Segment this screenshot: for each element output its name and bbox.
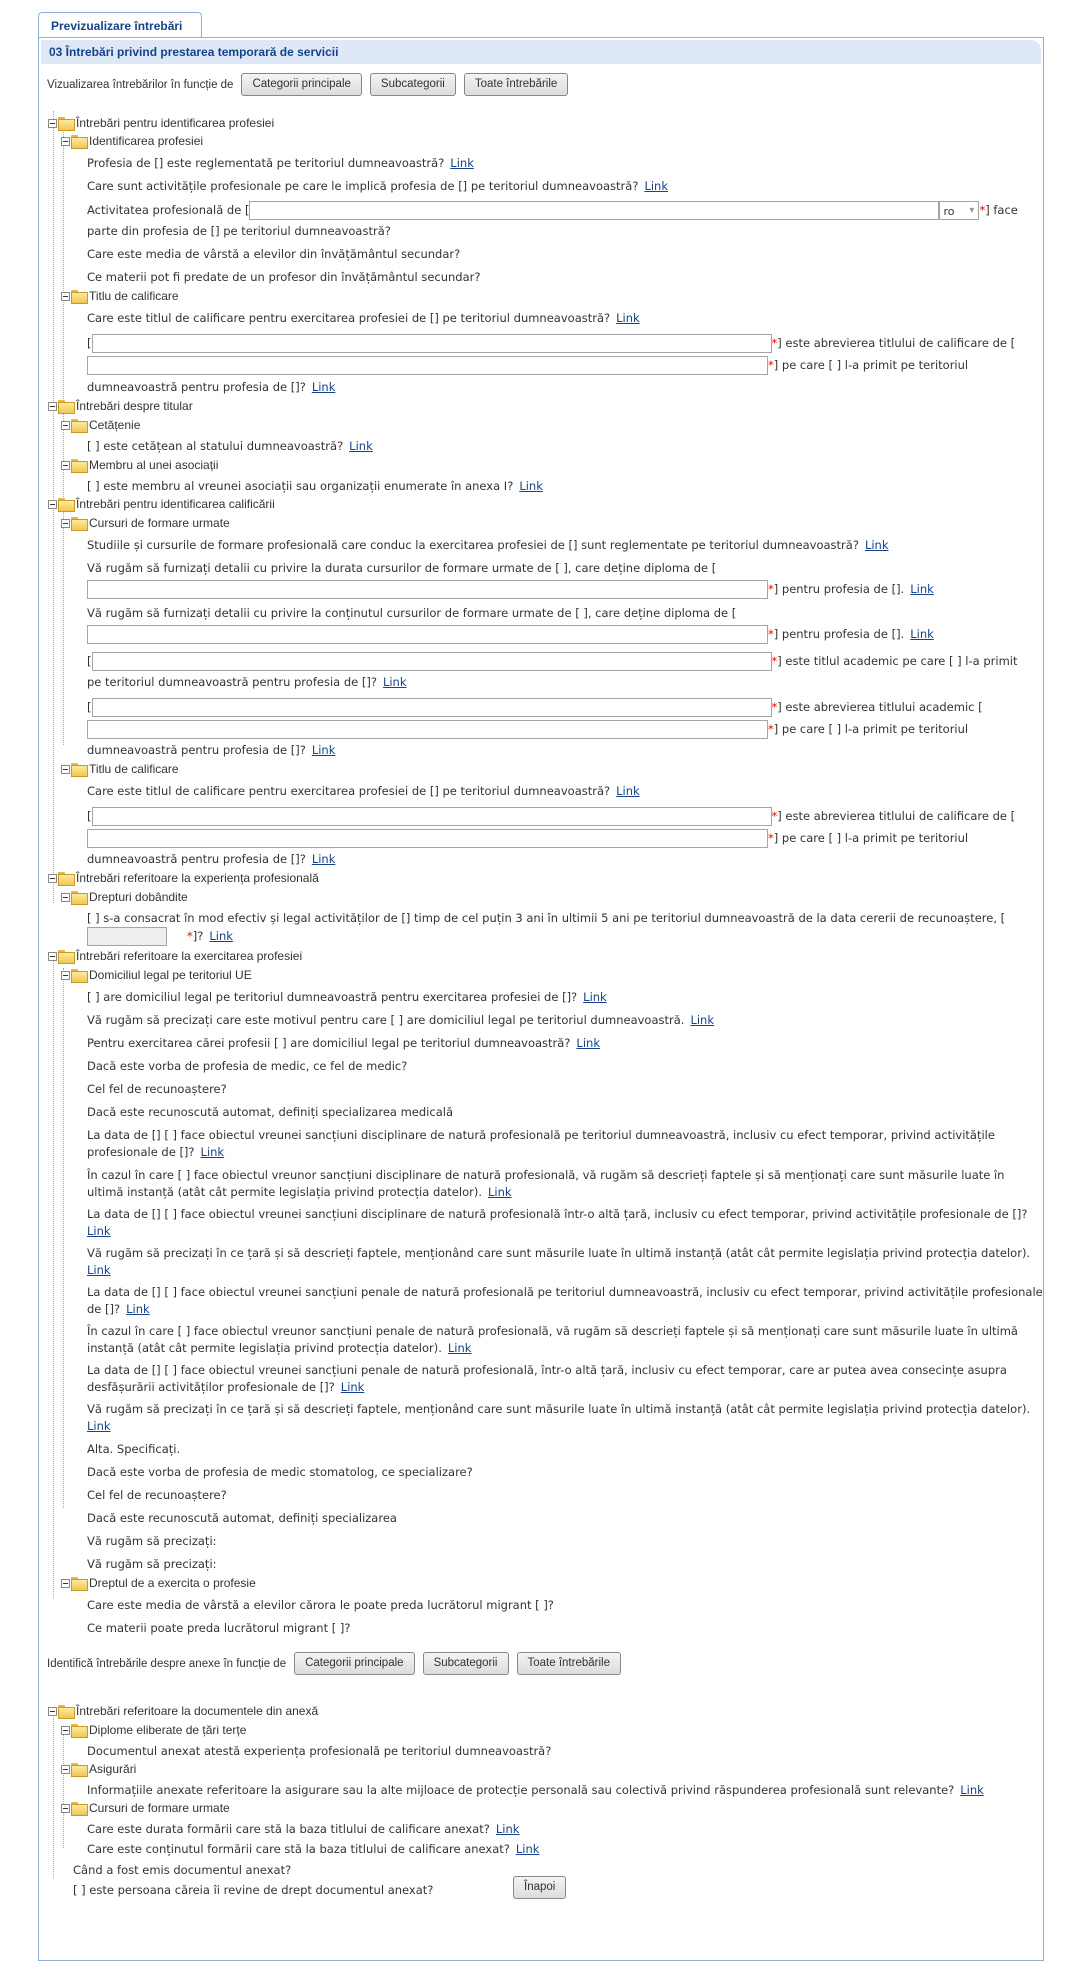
- view-filter-label: Vizualizarea întrebărilor în funcție de: [47, 78, 234, 91]
- annex-question-item: Documentul anexat atestă experiența profesională pe teritoriul dumneavoastră?: [87, 1744, 552, 1758]
- annex-question-item: Când a fost emis documentul anexat?: [73, 1863, 292, 1877]
- collapse-icon[interactable]: [48, 1707, 57, 1716]
- tree-category[interactable]: Întrebări referitoare la exercitarea profesiei: [48, 949, 302, 963]
- question-item: La data de [] [ ] face obiectul vreunei sancțiuni disciplinare de natură profesională într-o altă țară, inclusiv cu efect temporar, privind activitățile profesionale de []?: [87, 1207, 1028, 1221]
- tree-line: [63, 968, 64, 1508]
- collapse-icon[interactable]: [61, 1579, 70, 1588]
- collapse-icon[interactable]: [61, 461, 70, 470]
- academic-title-input[interactable]: [92, 652, 772, 671]
- required-marker: *: [768, 722, 774, 736]
- folder-icon: [58, 117, 74, 129]
- question-link[interactable]: Link: [87, 1224, 111, 1238]
- academic-title-input[interactable]: [87, 720, 768, 739]
- question-item-continuation: [87, 1418, 111, 1434]
- abbreviation-input[interactable]: [92, 334, 772, 353]
- question-item-continuation: *] pe care [ ] l-a primit pe teritoriul: [87, 829, 968, 848]
- annex-subcategories-button[interactable]: Subcategorii: [423, 1652, 509, 1675]
- tree-subcategory[interactable]: Asigurări: [61, 1762, 136, 1776]
- question-link[interactable]: Link: [616, 784, 640, 798]
- folder-icon: [58, 400, 74, 412]
- question-item: Care este media de vârstă a elevilor cărora le poate preda lucrătorul migrant [ ]?: [87, 1598, 554, 1612]
- folder-icon: [58, 1705, 74, 1717]
- question-item: Ce materii poate preda lucrătorul migrant [ ]?: [87, 1621, 351, 1635]
- main-categories-button[interactable]: Categorii principale: [241, 73, 361, 96]
- question-link[interactable]: Link: [515, 1842, 540, 1856]
- folder-icon: [58, 498, 74, 510]
- question-item: Vă rugăm să precizați care este motivul pentru care [ ] are domiciliul legal pe teritoriul dumneavoastră. Link: [87, 1013, 715, 1027]
- question-item-continuation: dumneavoastră pentru profesia de []? Link: [87, 852, 336, 866]
- folder-icon: [71, 135, 87, 147]
- question-item: Vă rugăm să precizați în ce țară și să descrieți faptele, menționând care sunt măsurile luate în ultimă instanță (atât cât permite legislația privind protecția datelor).: [87, 1402, 1031, 1416]
- question-link[interactable]: Link: [87, 1419, 111, 1433]
- question-link[interactable]: Link: [583, 990, 607, 1004]
- collapse-icon[interactable]: [61, 519, 70, 528]
- question-item: Dacă este vorba de profesia de medic, ce fel de medic?: [87, 1059, 408, 1073]
- question-item-continuation: dumneavoastră pentru profesia de []? Link: [87, 380, 336, 394]
- question-link[interactable]: Link: [311, 852, 336, 866]
- diploma-input[interactable]: [87, 580, 768, 599]
- tree-line: [53, 1710, 54, 1878]
- academic-abbreviation-input[interactable]: [92, 698, 772, 717]
- question-item-continuation: *] pe care [ ] l-a primit pe teritoriul: [87, 356, 968, 375]
- required-marker: *: [771, 654, 778, 668]
- question-link[interactable]: Link: [910, 627, 934, 641]
- question-item: La data de [] [ ] face obiectul vreunei sancțiuni disciplinare de natură profesională pe teritoriul dumneavoastră, inclusiv cu efect temporar, privind activitățile: [87, 1128, 995, 1142]
- collapse-icon[interactable]: [48, 500, 57, 509]
- collapse-icon[interactable]: [61, 893, 70, 902]
- question-item-continuation: parte din profesia de [] pe teritoriul dumneavoastră?: [87, 224, 391, 238]
- tree-category[interactable]: Întrebări despre titular: [48, 399, 193, 413]
- tree-subcategory[interactable]: Cursuri de formare urmate: [61, 1801, 230, 1815]
- annex-filter-label: Identifică întrebările despre anexe în funcție de: [47, 1657, 287, 1670]
- folder-icon: [71, 517, 87, 529]
- question-link[interactable]: Link: [311, 380, 336, 394]
- tree-subcategory[interactable]: Cetățenie: [61, 418, 140, 432]
- question-item-continuation: desfășurării activităților profesionale de []? Link: [87, 1380, 365, 1394]
- question-link[interactable]: Link: [382, 675, 407, 689]
- question-item: La data de [] [ ] face obiectul vreunei sancțiuni penale de natură profesională pe teritoriul dumneavoastră, inclusiv cu efect temporar, privind activitățile profesionale: [87, 1285, 1043, 1299]
- question-link[interactable]: Link: [690, 1013, 715, 1027]
- question-link[interactable]: Link: [447, 1341, 472, 1355]
- question-item: [ *] este titlul academic pe care [ ] l-a primit: [87, 652, 1017, 671]
- tree-subcategory[interactable]: Titlu de calificare: [61, 762, 179, 776]
- question-link[interactable]: Link: [864, 538, 889, 552]
- question-item: Care este titlul de calificare pentru exercitarea profesiei de [] pe teritoriul dumneavoastră? Link: [87, 311, 640, 325]
- tree-line: [63, 1728, 64, 1848]
- tree-subcategory[interactable]: Diplome eliberate de țări terțe: [61, 1723, 246, 1737]
- question-item-continuation: *] pentru profesia de []. Link: [87, 580, 934, 599]
- question-item: Care sunt activitățile profesionale pe care le implică profesia de [] pe teritoriul dumneavoastră? Link: [87, 179, 669, 193]
- question-item: Care este titlul de calificare pentru exercitarea profesiei de [] pe teritoriul dumneavoastră? Link: [87, 784, 640, 798]
- folder-icon: [71, 891, 87, 903]
- back-button[interactable]: Înapoi: [513, 1876, 566, 1899]
- question-item-continuation: profesionale de []? Link: [87, 1145, 225, 1159]
- collapse-icon[interactable]: [61, 1804, 70, 1813]
- question-link[interactable]: Link: [960, 1783, 984, 1797]
- question-item: [ *] este abrevierea titlului academic [: [87, 698, 983, 717]
- collapse-icon[interactable]: [61, 421, 70, 430]
- question-item: Vă rugăm să furnizați detalii cu privire la durata cursurilor de formare urmate de [ ], care deține diploma de [: [87, 561, 717, 575]
- tree-category[interactable]: Întrebări referitoare la documentele din anexă: [48, 1704, 318, 1718]
- question-item: [ *] este abrevierea titlului de calificare de [: [87, 334, 1015, 353]
- folder-icon: [71, 1724, 87, 1736]
- collapse-icon[interactable]: [48, 119, 57, 128]
- required-marker: *: [768, 831, 774, 845]
- question-item-continuation: ultimă instanță (atât cât permite legislația privind protecția datelor). Link: [87, 1185, 512, 1199]
- tree-subcategory[interactable]: Membru al unei asociații: [61, 458, 218, 472]
- folder-icon: [71, 419, 87, 431]
- question-item-continuation: de []? Link: [87, 1302, 150, 1316]
- question-link[interactable]: Link: [126, 1302, 150, 1316]
- required-marker: *: [187, 929, 193, 943]
- tree-subcategory[interactable]: Cursuri de formare urmate: [61, 516, 230, 530]
- folder-icon: [71, 1763, 87, 1775]
- annex-filter-bar: [47, 1652, 621, 1675]
- question-item-continuation: pe teritoriul dumneavoastră pentru profesia de []? Link: [87, 675, 407, 689]
- question-link[interactable]: Link: [311, 743, 336, 757]
- question-item: Vă rugăm să precizați:: [87, 1557, 217, 1571]
- collapse-icon[interactable]: [48, 952, 57, 961]
- annex-question-item: Care este durata formării care stă la baza titlului de calificare anexat? Link: [87, 1822, 520, 1836]
- question-item: Care este media de vârstă a elevilor din învățământul secundar?: [87, 247, 461, 261]
- folder-icon: [71, 290, 87, 302]
- question-item: Ce materii pot fi predate de un profesor din învățământul secundar?: [87, 270, 481, 284]
- subcategories-button[interactable]: Subcategorii: [370, 73, 456, 96]
- collapse-icon[interactable]: [61, 1765, 70, 1774]
- required-marker: *: [771, 700, 778, 714]
- activity-input[interactable]: [249, 201, 939, 220]
- question-item: [ ] s-a consacrat în mod efectiv și legal activităților de [] timp de cel puțin 3 ani în ultimii 5 ani pe teritoriul dumneavoastră de la data cererii de recunoaștere, [: [87, 911, 1006, 925]
- required-marker: *: [768, 582, 774, 596]
- question-link[interactable]: Link: [616, 311, 640, 325]
- question-link[interactable]: Link: [87, 1263, 111, 1277]
- abbreviation-input[interactable]: [92, 807, 772, 826]
- tree-subcategory[interactable]: Drepturi dobândite: [61, 890, 188, 904]
- folder-icon: [71, 459, 87, 471]
- folder-icon: [58, 872, 74, 884]
- question-item: Profesia de [] este reglementată pe teritoriul dumneavoastră? Link: [87, 156, 474, 170]
- question-link[interactable]: Link: [576, 1036, 600, 1050]
- annex-question-item: Care este conținutul formării care stă la baza titlului de calificare anexat? Link: [87, 1842, 540, 1856]
- question-item: [ ] este membru al vreunei asociații sau organizații enumerate în anexa I? Link: [87, 479, 543, 493]
- question-item: Activitatea profesională de [ ro ▾ *] face: [87, 201, 1018, 220]
- collapse-icon[interactable]: [61, 292, 70, 301]
- question-item: [ ] este cetățean al statului dumneavoastră? Link: [87, 439, 373, 453]
- collapse-icon[interactable]: [61, 971, 70, 980]
- question-link[interactable]: Link: [450, 156, 474, 170]
- question-link[interactable]: Link: [487, 1185, 512, 1199]
- question-item-continuation: dumneavoastră pentru profesia de []? Link: [87, 743, 336, 757]
- annex-question-item: [ ] este persoana căreia îi revine de drept documentul anexat?: [73, 1883, 434, 1897]
- annex-main-categories-button[interactable]: Categorii principale: [294, 1652, 414, 1675]
- tree-subcategory[interactable]: Identificarea profesiei: [61, 134, 203, 148]
- required-marker: *: [768, 358, 774, 372]
- question-link[interactable]: Link: [495, 1822, 520, 1836]
- qualification-input[interactable]: [87, 356, 768, 375]
- collapse-icon[interactable]: [61, 1726, 70, 1735]
- question-item: Pentru exercitarea cărei profesii [ ] are domiciliul legal pe teritoriul dumneavoastră? Link: [87, 1036, 600, 1050]
- question-item: Cel fel de recunoaștere?: [87, 1082, 227, 1096]
- folder-icon: [58, 950, 74, 962]
- question-item: Vă rugăm să precizați în ce țară și să descrieți faptele, menționând care sunt măsurile luate în ultimă instanță (atât cât permite legislația privind protecția datelor).: [87, 1246, 1031, 1260]
- question-item-continuation: *] pentru profesia de []. Link: [87, 625, 934, 644]
- question-item: În cazul în care [ ] face obiectul vreunor sancțiuni disciplinare de natură profesională, vă rugăm să descrieți faptele și să menționați care sunt măsurile luate în: [87, 1168, 1005, 1182]
- question-item: Dacă este recunoscută automat, definiți specializarea medicală: [87, 1105, 453, 1119]
- question-item: [ ] are domiciliul legal pe teritoriul dumneavoastră pentru exercitarea profesiei de []? Link: [87, 990, 607, 1004]
- language-select[interactable]: ro ▾: [939, 201, 979, 220]
- annex-all-questions-button[interactable]: Toate întrebările: [517, 1652, 621, 1675]
- required-marker: *: [979, 203, 986, 217]
- question-item: Dacă este vorba de profesia de medic stomatolog, ce specializare?: [87, 1465, 473, 1479]
- question-item: Alta. Specificați.: [87, 1442, 181, 1456]
- date-input[interactable]: [87, 927, 167, 946]
- collapse-icon[interactable]: [61, 765, 70, 774]
- question-link[interactable]: Link: [209, 929, 233, 943]
- folder-icon: [71, 969, 87, 981]
- tab-preview-questions[interactable]: [38, 12, 202, 38]
- required-marker: *: [771, 809, 778, 823]
- tree-line: [53, 958, 54, 1598]
- question-item-continuation: *]? Link: [87, 927, 233, 946]
- question-item: Studiile și cursurile de formare profesională care conduc la exercitarea profesiei de [] sunt reglementate pe teritoriul dumneavoastră? Link: [87, 538, 889, 552]
- tree-line: [63, 125, 64, 745]
- question-link[interactable]: Link: [349, 439, 373, 453]
- question-item: Dacă este recunoscută automat, definiți specializarea: [87, 1511, 397, 1525]
- question-item-continuation: instanță (atât cât permite legislația privind protecția datelor). Link: [87, 1341, 472, 1355]
- question-item: [ *] este abrevierea titlului de calificare de [: [87, 807, 1015, 826]
- question-item-continuation: [87, 1223, 111, 1239]
- required-marker: *: [771, 336, 778, 350]
- qualification-input[interactable]: [87, 829, 768, 848]
- question-item-continuation: *] pe care [ ] l-a primit pe teritoriul: [87, 720, 968, 739]
- tab-label: Previzualizare întrebări: [51, 19, 183, 33]
- question-link[interactable]: Link: [200, 1145, 225, 1159]
- question-item-continuation: [87, 1262, 111, 1278]
- tree-category[interactable]: Întrebări referitoare la experiența profesională: [48, 871, 319, 885]
- question-item: În cazul în care [ ] face obiectul vreunor sancțiuni penale de natură profesională, vă rugăm să descrieți faptele și să menționați care sunt măsurile luate în ultimă: [87, 1324, 1018, 1338]
- collapse-icon[interactable]: [61, 137, 70, 146]
- all-questions-button[interactable]: Toate întrebările: [464, 73, 568, 96]
- folder-icon: [71, 763, 87, 775]
- tree-category[interactable]: Întrebări pentru identificarea profesiei: [48, 116, 274, 130]
- collapse-icon[interactable]: [48, 874, 57, 883]
- question-item: Vă rugăm să furnizați detalii cu privire la conținutul cursurilor de formare urmate de [ ], care deține diploma de [: [87, 606, 737, 620]
- folder-icon: [71, 1802, 87, 1814]
- folder-icon: [71, 1577, 87, 1589]
- question-item: La data de [] [ ] face obiectul vreunei sancțiuni penale de natură profesională, într-o altă țară, inclusiv cu efect temporar, care ar putea avea consecințe asupra: [87, 1363, 1007, 1377]
- view-filter-bar: [47, 73, 568, 96]
- tree-subcategory[interactable]: Domiciliul legal pe teritoriul UE: [61, 968, 252, 982]
- question-item: Vă rugăm să precizați:: [87, 1534, 217, 1548]
- collapse-icon[interactable]: [48, 402, 57, 411]
- tree-category[interactable]: Întrebări pentru identificarea calificării: [48, 497, 275, 511]
- question-link[interactable]: Link: [644, 179, 669, 193]
- tree-subcategory[interactable]: Titlu de calificare: [61, 289, 179, 303]
- question-link[interactable]: Link: [519, 479, 543, 493]
- diploma-input[interactable]: [87, 625, 768, 644]
- question-item: Cel fel de recunoaștere?: [87, 1488, 227, 1502]
- questions-panel: [38, 37, 1044, 1961]
- question-link[interactable]: Link: [340, 1380, 365, 1394]
- annex-question-item: Informațiile anexate referitoare la asigurare sau la alte mijloace de protecție personală sau colectivă privind răspunderea profesională sunt relevante? Link: [87, 1783, 984, 1797]
- tree-subcategory[interactable]: Dreptul de a exercita o profesie: [61, 1576, 256, 1590]
- required-marker: *: [768, 627, 774, 641]
- question-link[interactable]: Link: [910, 582, 934, 596]
- panel-title: 03 Întrebări privind prestarea temporară de servicii: [41, 40, 1041, 64]
